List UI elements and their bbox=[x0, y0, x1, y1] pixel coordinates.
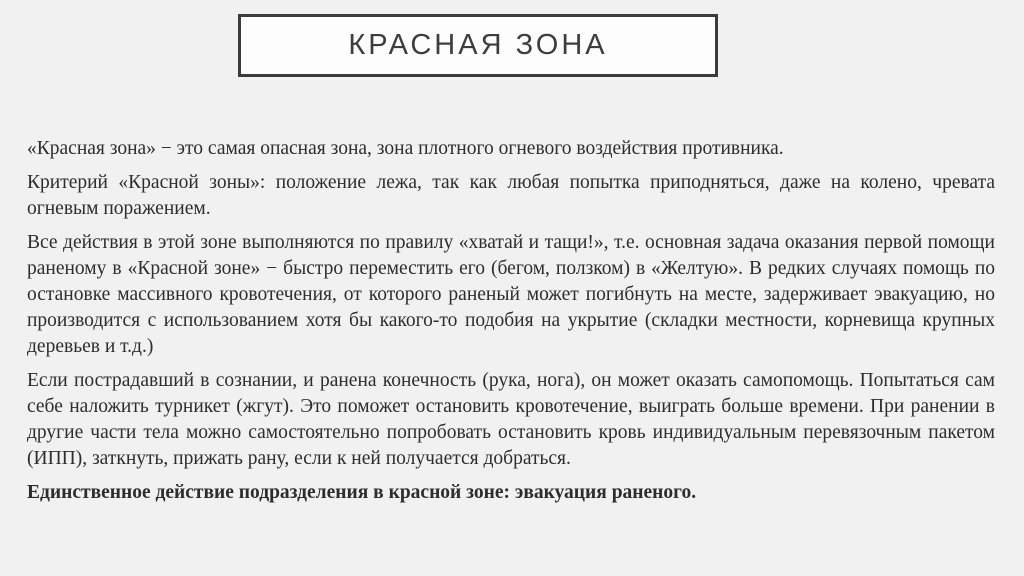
paragraph-actions: Все действия в этой зоне выполняются по правилу «хватай и тащи!», т.е. основная задача оказания первой помощи раненому в «Красной зоне» − быстро переместить его (бегом, ползком) в «Желтую». В редких случаях помощь по остановке массивного кровотечения, от которого раненый может погибнуть на месте, задерживает эвакуацию, но производится с использованием хотя бы какого-то подобия на укрытие (складки местности, корневища крупных деревьев и т.д.) bbox=[27, 232, 995, 357]
paragraph-criterion: Критерий «Красной зоны»: положение лежа, так как любая попытка приподняться, даже на колено, чревата огневым поражением. bbox=[27, 172, 995, 219]
slide-body bbox=[27, 136, 995, 514]
paragraph-emphasis: Единственное действие подразделения в красной зоне: эвакуация раненого. bbox=[27, 482, 697, 503]
title-box bbox=[238, 14, 718, 77]
slide-title: КРАСНАЯ ЗОНА bbox=[348, 29, 608, 61]
paragraph-self-aid: Если пострадавший в сознании, и ранена конечность (рука, нога), он может оказать самопомощь. Попытаться сам себе наложить турникет (жгут). Это поможет остановить кровотечение, выиграть больше времени. При ранении в другие части тела можно самостоятельно попробовать остановить кровь индивидуальным перевязочным пакетом (ИПП), заткнуть, прижать рану, если к ней получается добраться. bbox=[27, 370, 995, 469]
paragraph-definition: «Красная зона» − это самая опасная зона, зона плотного огневого воздействия противника. bbox=[27, 138, 784, 159]
